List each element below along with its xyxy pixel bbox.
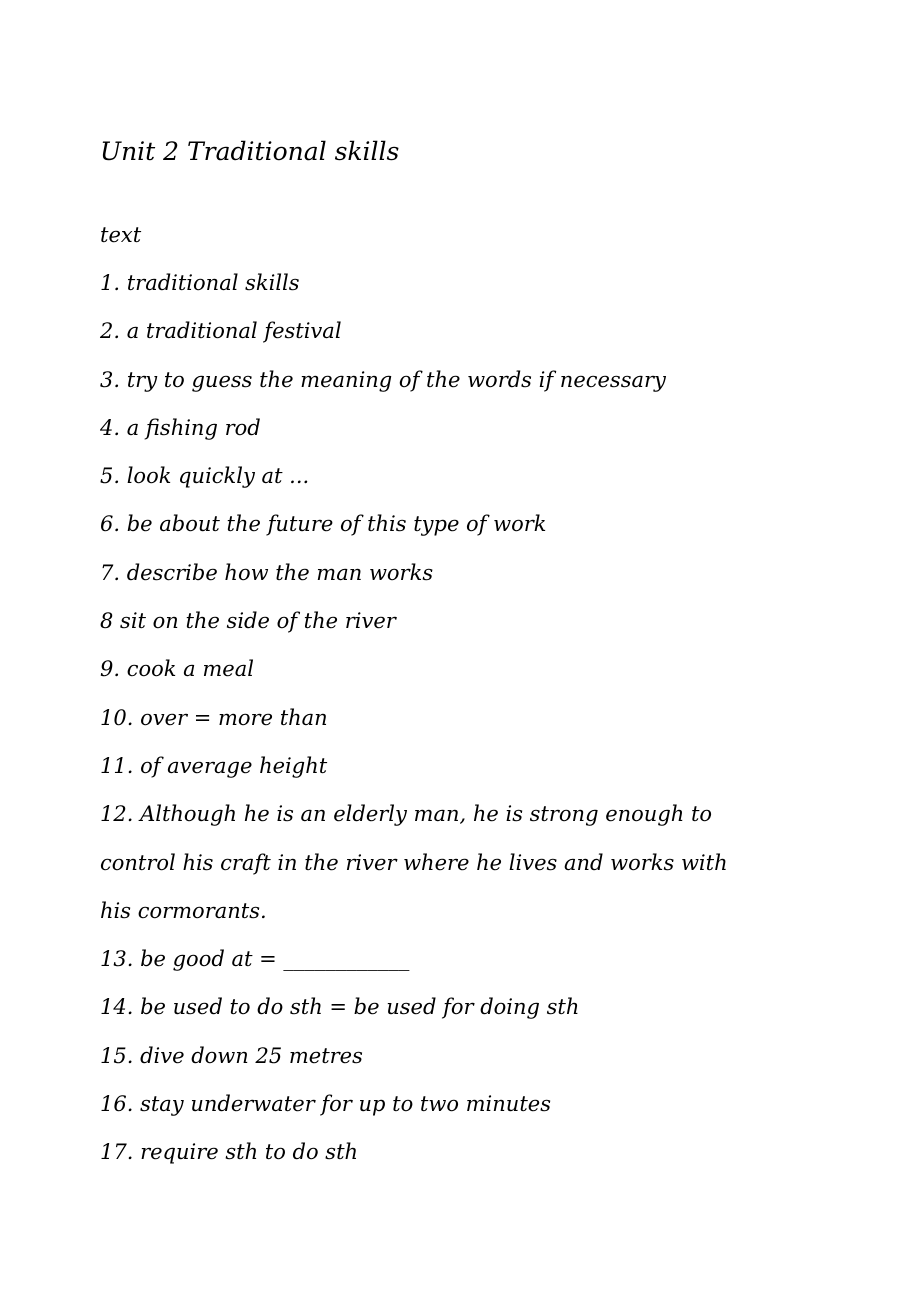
- list-item-15: 15. dive down 25 metres: [100, 1043, 363, 1068]
- list-item-12-line-1: 12. Although he is an elderly man, he is strong enough to: [100, 802, 713, 827]
- list-item-3: 3. try to guess the meaning of the words if necessary: [100, 367, 666, 392]
- list-item-7: 7. describe how the man works: [100, 560, 434, 585]
- list-item-9: 9. cook a meal: [100, 657, 254, 682]
- list-item-11: 11. of average height: [100, 753, 328, 778]
- list-item-4: 4. a fishing rod: [100, 415, 261, 440]
- list-item-8: 8 sit on the side of the river: [100, 609, 396, 634]
- list-item-5: 5. look quickly at ...: [100, 464, 310, 489]
- list-item-1: 1. traditional skills: [100, 271, 300, 295]
- list-item-12-line-2: control his craft in the river where he lives and works with: [100, 850, 728, 875]
- list-item-14: 14. be used to do sth = be used for doing sth: [100, 995, 580, 1020]
- list-item-16: 16. stay underwater for up to two minutes: [100, 1092, 551, 1117]
- list-item-12-line-3: his cormorants.: [100, 898, 267, 923]
- list-item-2: 2. a traditional festival: [100, 319, 342, 344]
- list-item-10: 10. over = more than: [100, 705, 328, 730]
- list-item-13: 13. be good at = ____________: [100, 947, 410, 972]
- document-body: [100, 132, 820, 1177]
- document-title: Unit 2 Traditional skills: [100, 137, 400, 166]
- list-item-17: 17. require sth to do sth: [100, 1140, 359, 1165]
- section-label: text: [100, 223, 142, 247]
- list-item-12: [100, 790, 820, 935]
- list-item-6: 6. be about the future of this type of work: [100, 512, 547, 537]
